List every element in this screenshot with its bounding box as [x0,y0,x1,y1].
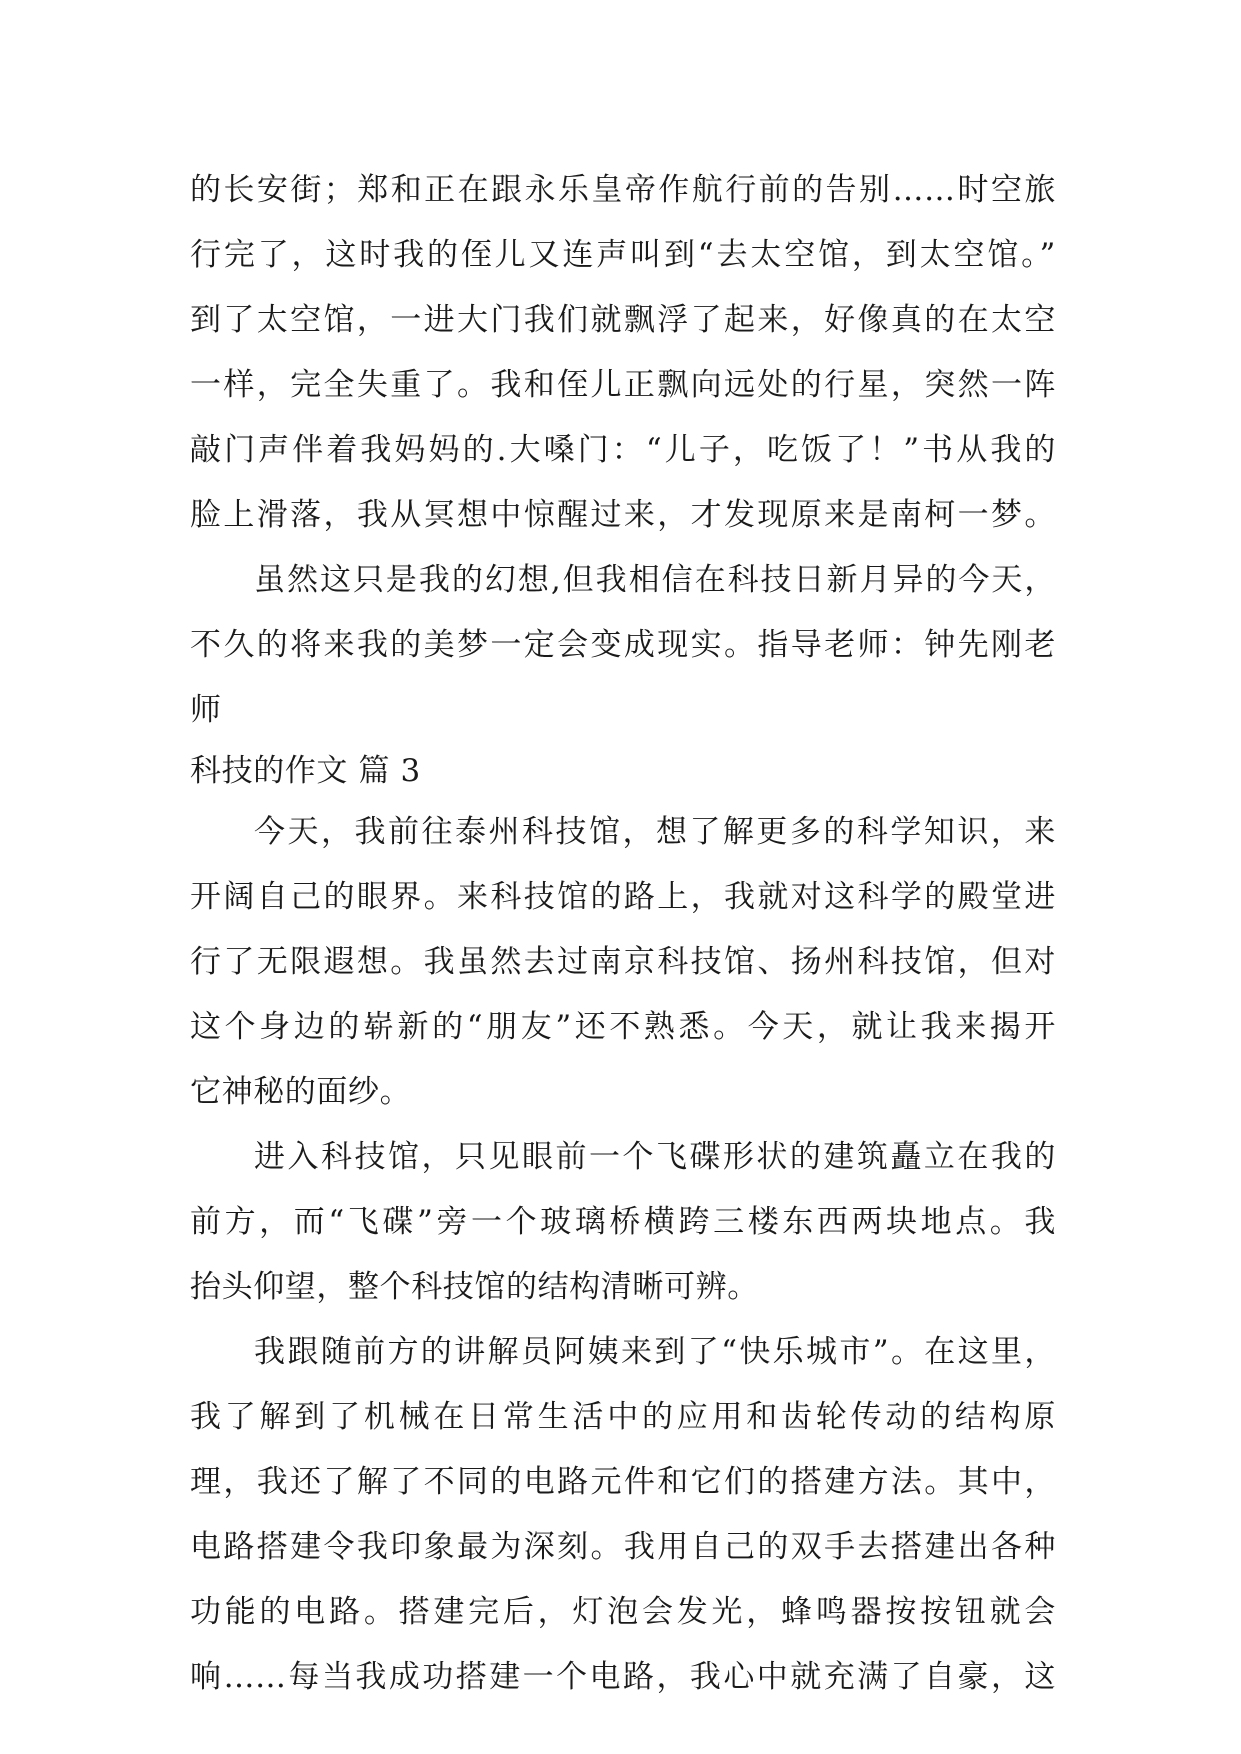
text-line: 今天，我前往泰州科技馆，想了解更多的科学知识，来 [254,814,1056,850]
text-line: 开阔自己的眼界。来科技馆的路上，我就对这科学的殿堂进 [190,879,1056,915]
text-line: 脸上滑落，我从冥想中惊醒过来，才发现原来是南柯一梦。 [190,497,1056,533]
text-line: 电路搭建令我印象最为深刻。我用自己的双手去搭建出各种 [190,1529,1056,1565]
text-line: 它神秘的面纱。 [190,1074,412,1110]
text-line: 不久的将来我的美梦一定会变成现实。指导老师：钟先刚老 [190,627,1056,663]
text-line: 虽然这只是我的幻想,但我相信在科技日新月异的今天， [254,562,1056,598]
text-line: 我了解到了机械在日常生活中的应用和齿轮传动的结构原 [190,1399,1056,1435]
text-line: 理，我还了解了不同的电路元件和它们的搭建方法。其中， [190,1464,1056,1500]
text-line: 行了无限遐想。我虽然去过南京科技馆、扬州科技馆，但对 [190,944,1056,980]
text-line: 师 [190,692,222,728]
text-line: 的长安街；郑和正在跟永乐皇帝作航行前的告别……时空旅 [190,172,1056,208]
paragraph [190,158,1056,548]
text-line: 抬头仰望，整个科技馆的结构清晰可辨。 [190,1269,759,1305]
text-line: 敲门声伴着我妈妈的.大嗓门：“儿子，吃饭了！”书从我的 [190,432,1056,468]
section-heading: 科技的作文 篇 3 [190,753,421,789]
document-body [190,158,1056,1710]
paragraph [190,1125,1056,1320]
text-line: 行完了，这时我的侄儿又连声叫到“去太空馆，到太空馆。” [190,237,1056,273]
text-line: 这个身边的崭新的“朋友”还不熟悉。今天，就让我来揭开 [190,1009,1056,1045]
text-line: 功能的电路。搭建完后，灯泡会发光，蜂鸣器按按钮就会 [190,1594,1056,1630]
text-line: 一样，完全失重了。我和侄儿正飘向远处的行星，突然一阵 [190,367,1056,403]
text-line: 前方，而“飞碟”旁一个玻璃桥横跨三楼东西两块地点。我 [190,1204,1056,1240]
text-line: 响……每当我成功搭建一个电路，我心中就充满了自豪，这 [190,1659,1056,1695]
paragraph [190,548,1056,743]
text-line: 进入科技馆，只见眼前一个飞碟形状的建筑矗立在我的 [254,1139,1056,1175]
paragraph [190,1320,1056,1710]
text-line: 到了太空馆，一进大门我们就飘浮了起来，好像真的在太空 [190,302,1056,338]
paragraph [190,800,1056,1125]
text-line: 我跟随前方的讲解员阿姨来到了“快乐城市”。在这里， [254,1334,1056,1370]
